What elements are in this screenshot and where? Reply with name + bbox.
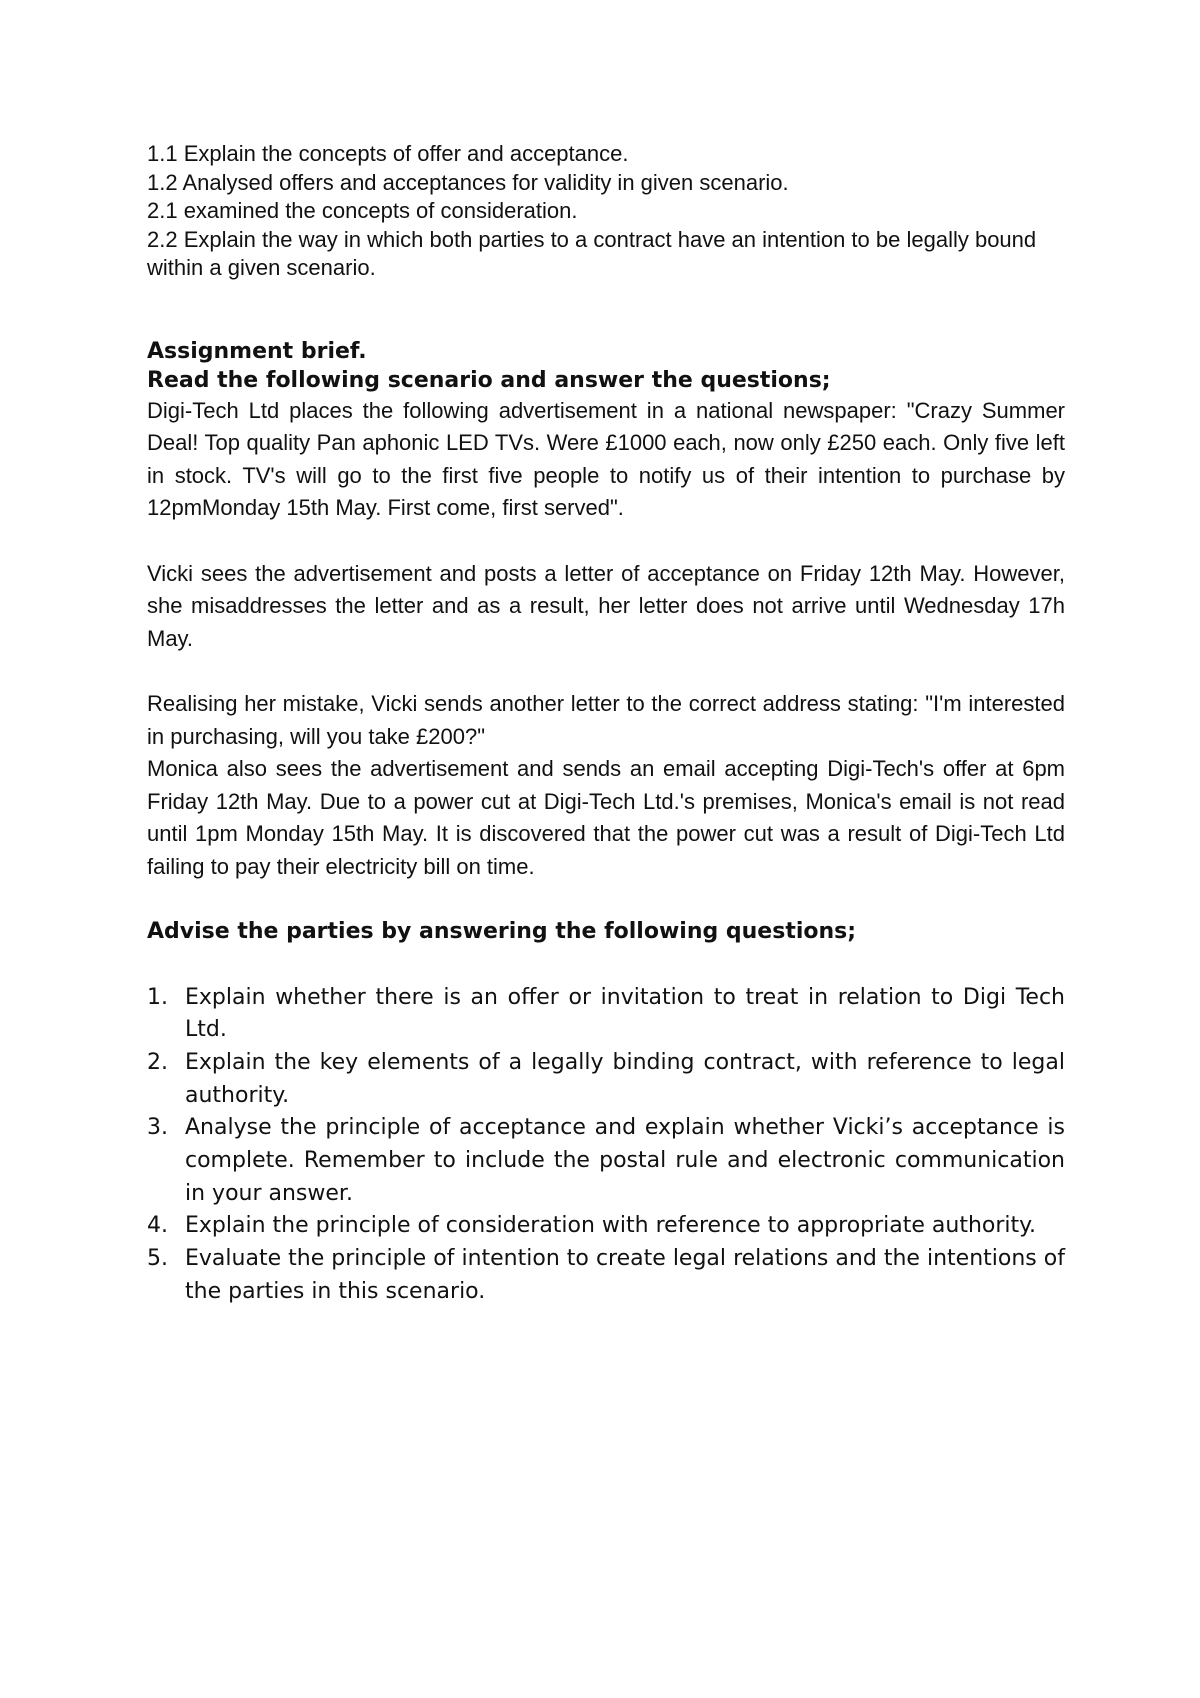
question-text: Explain the key elements of a legally binding contract, with reference to legal authority. <box>185 1049 1065 1108</box>
list-item <box>147 1243 1065 1308</box>
criterion-1-2: 1.2 Analysed offers and acceptances for validity in given scenario. <box>147 169 789 195</box>
question-text: Evaluate the principle of intention to create legal relations and the intentions of the parties in this scenario. <box>185 1246 1065 1304</box>
criterion-2-2: 2.2 Explain the way in which both parties to a contract have an intention to be legally bound within a given scenario. <box>147 226 1037 280</box>
list-item <box>147 1210 1065 1243</box>
scenario-monica-email: Monica also sees the advertisement and sends an email accepting Digi-Tech's offer at 6pm Friday 12th May. Due to a power cut at Digi-Tech Ltd.'s premises, Monica's email is not read until 1pm Monday 15th May. It is discovered that the power cut was a result of Digi-Tech Ltd failing to pay their electricity bill on time. <box>147 756 1065 879</box>
criterion-2-1: 2.1 examined the concepts of consideration. <box>147 198 578 223</box>
question-number: 5. <box>147 1246 168 1272</box>
list-item <box>147 1047 1065 1112</box>
question-text: Explain whether there is an offer or invitation to treat in relation to Digi Tech Ltd. <box>185 984 1065 1043</box>
question-number: 1. <box>147 984 168 1010</box>
advise-heading: Advise the parties by answering the following questions; <box>147 919 857 944</box>
scenario-vicki-letter: Vicki sees the advertisement and posts a letter of acceptance on Friday 12th May. However, she misaddresses the letter and as a result, her letter does not arrive until Wednesday 17h May. <box>147 560 1065 651</box>
scenario-advertisement: Digi-Tech Ltd places the following advertisement in a national newspaper: "Crazy Summer Deal! Top quality Pan aphonic LED TVs. Were £1000 each, now only £250 each. Only five left in stock. TV's will go to the first five people to notify us of their intention to purchase by 12pmMonday 15th May. First come, first served". <box>147 397 1065 520</box>
document-page <box>147 140 1065 1309</box>
assessment-criteria <box>147 140 1065 283</box>
question-list <box>147 982 1065 1309</box>
question-number: 4. <box>147 1213 168 1239</box>
list-item <box>147 1112 1065 1210</box>
scenario-vicki-counter: Realising her mistake, Vicki sends another letter to the correct address stating: "I'm interested in purchasing, will you take £200?" <box>147 691 1065 749</box>
criterion-1-1: 1.1 Explain the concepts of offer and acceptance. <box>147 141 629 166</box>
scenario-instruction: Read the following scenario and answer the questions; <box>147 367 831 393</box>
question-number: 2. <box>147 1049 168 1075</box>
assignment-brief-title: Assignment brief. <box>147 338 367 364</box>
question-text: Analyse the principle of acceptance and explain whether Vicki’s acceptance is complete. Remember to include the postal rule and electronic communication in your answer. <box>185 1115 1065 1206</box>
question-text: Explain the principle of consideration with reference to appropriate authority. <box>185 1213 1037 1239</box>
question-number: 3. <box>147 1115 168 1141</box>
list-item <box>147 982 1065 1047</box>
